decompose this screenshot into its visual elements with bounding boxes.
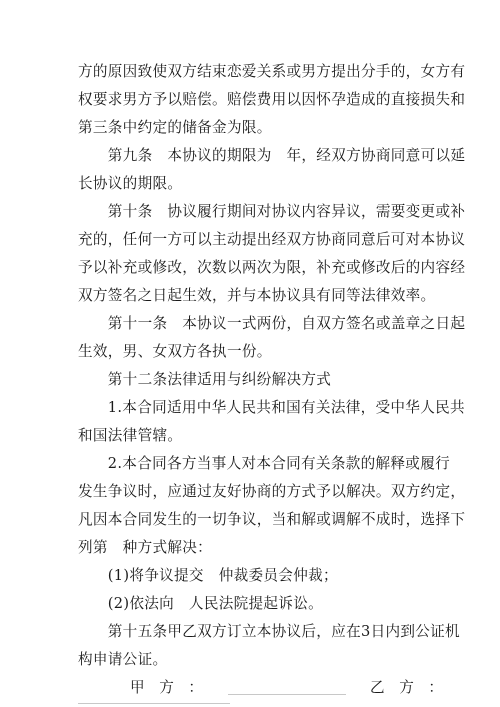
body-text-line: 予以补充或修改，次数以两次为限，补充或修改后的内容经	[78, 259, 466, 276]
body-text-line: 权要求男方予以赔偿。赔偿费用以因怀孕造成的直接损失和	[78, 91, 466, 108]
clause-ten-line: 第十条 协议履行期间对协议内容异议，需要变更或补	[78, 203, 466, 220]
body-text-line: 长协议的期限。	[78, 175, 183, 192]
party-a-signature-line	[228, 694, 346, 695]
option-one-line: (1)将争议提交 仲裁委员会仲裁；	[78, 567, 338, 584]
body-text-line: 构申请公证。	[78, 651, 168, 668]
party-b-label: 乙 方 ：	[370, 679, 443, 696]
body-text-line: 发生争议时，应通过友好协商的方式予以解决。双方约定，	[78, 483, 466, 500]
option-two-line: (2)依法向 人民法院提起诉讼。	[78, 595, 323, 612]
body-text-line: 和国法律管辖。	[78, 427, 183, 444]
body-text-line: 生效，男、女双方各执一份。	[78, 343, 272, 360]
body-text-line: 双方签名之日起生效，并与本协议具有同等法律效率。	[78, 287, 436, 304]
body-text-line: 充的，任何一方可以主动提出经双方协商同意后可对本协议	[78, 231, 466, 248]
clause-twelve-heading: 第十二条法律适用与纠纷解决方式	[78, 371, 332, 388]
clause-fifteen-line: 第十五条甲乙双方订立本协议后，应在3日内到公证机	[78, 623, 460, 640]
clause-nine-line: 第九条 本协议的期限为 年，经双方协商同意可以延	[78, 147, 466, 164]
body-text-line: 列第 种方式解决：	[78, 539, 213, 556]
signature-underline	[78, 703, 230, 704]
body-text-line: 1.本合同适用中华人民共和国有关法律，受中华人民共	[78, 399, 465, 416]
body-text-line: 2.本合同各方当事人对本合同有关条款的解释或履行	[78, 455, 450, 472]
body-text-line: 凡因本合同发生的一切争议，当和解或调解不成时，选择下	[78, 511, 466, 528]
clause-eleven-line: 第十一条 本协议一式两份，自双方签名或盖章之日起	[78, 315, 466, 332]
body-text-line: 方的原因致使双方结束恋爱关系或男方提出分手的，女方有	[78, 63, 466, 80]
body-text-line: 第三条中约定的储备金为限。	[78, 119, 272, 136]
party-a-label: 甲 方 ：	[130, 679, 203, 696]
